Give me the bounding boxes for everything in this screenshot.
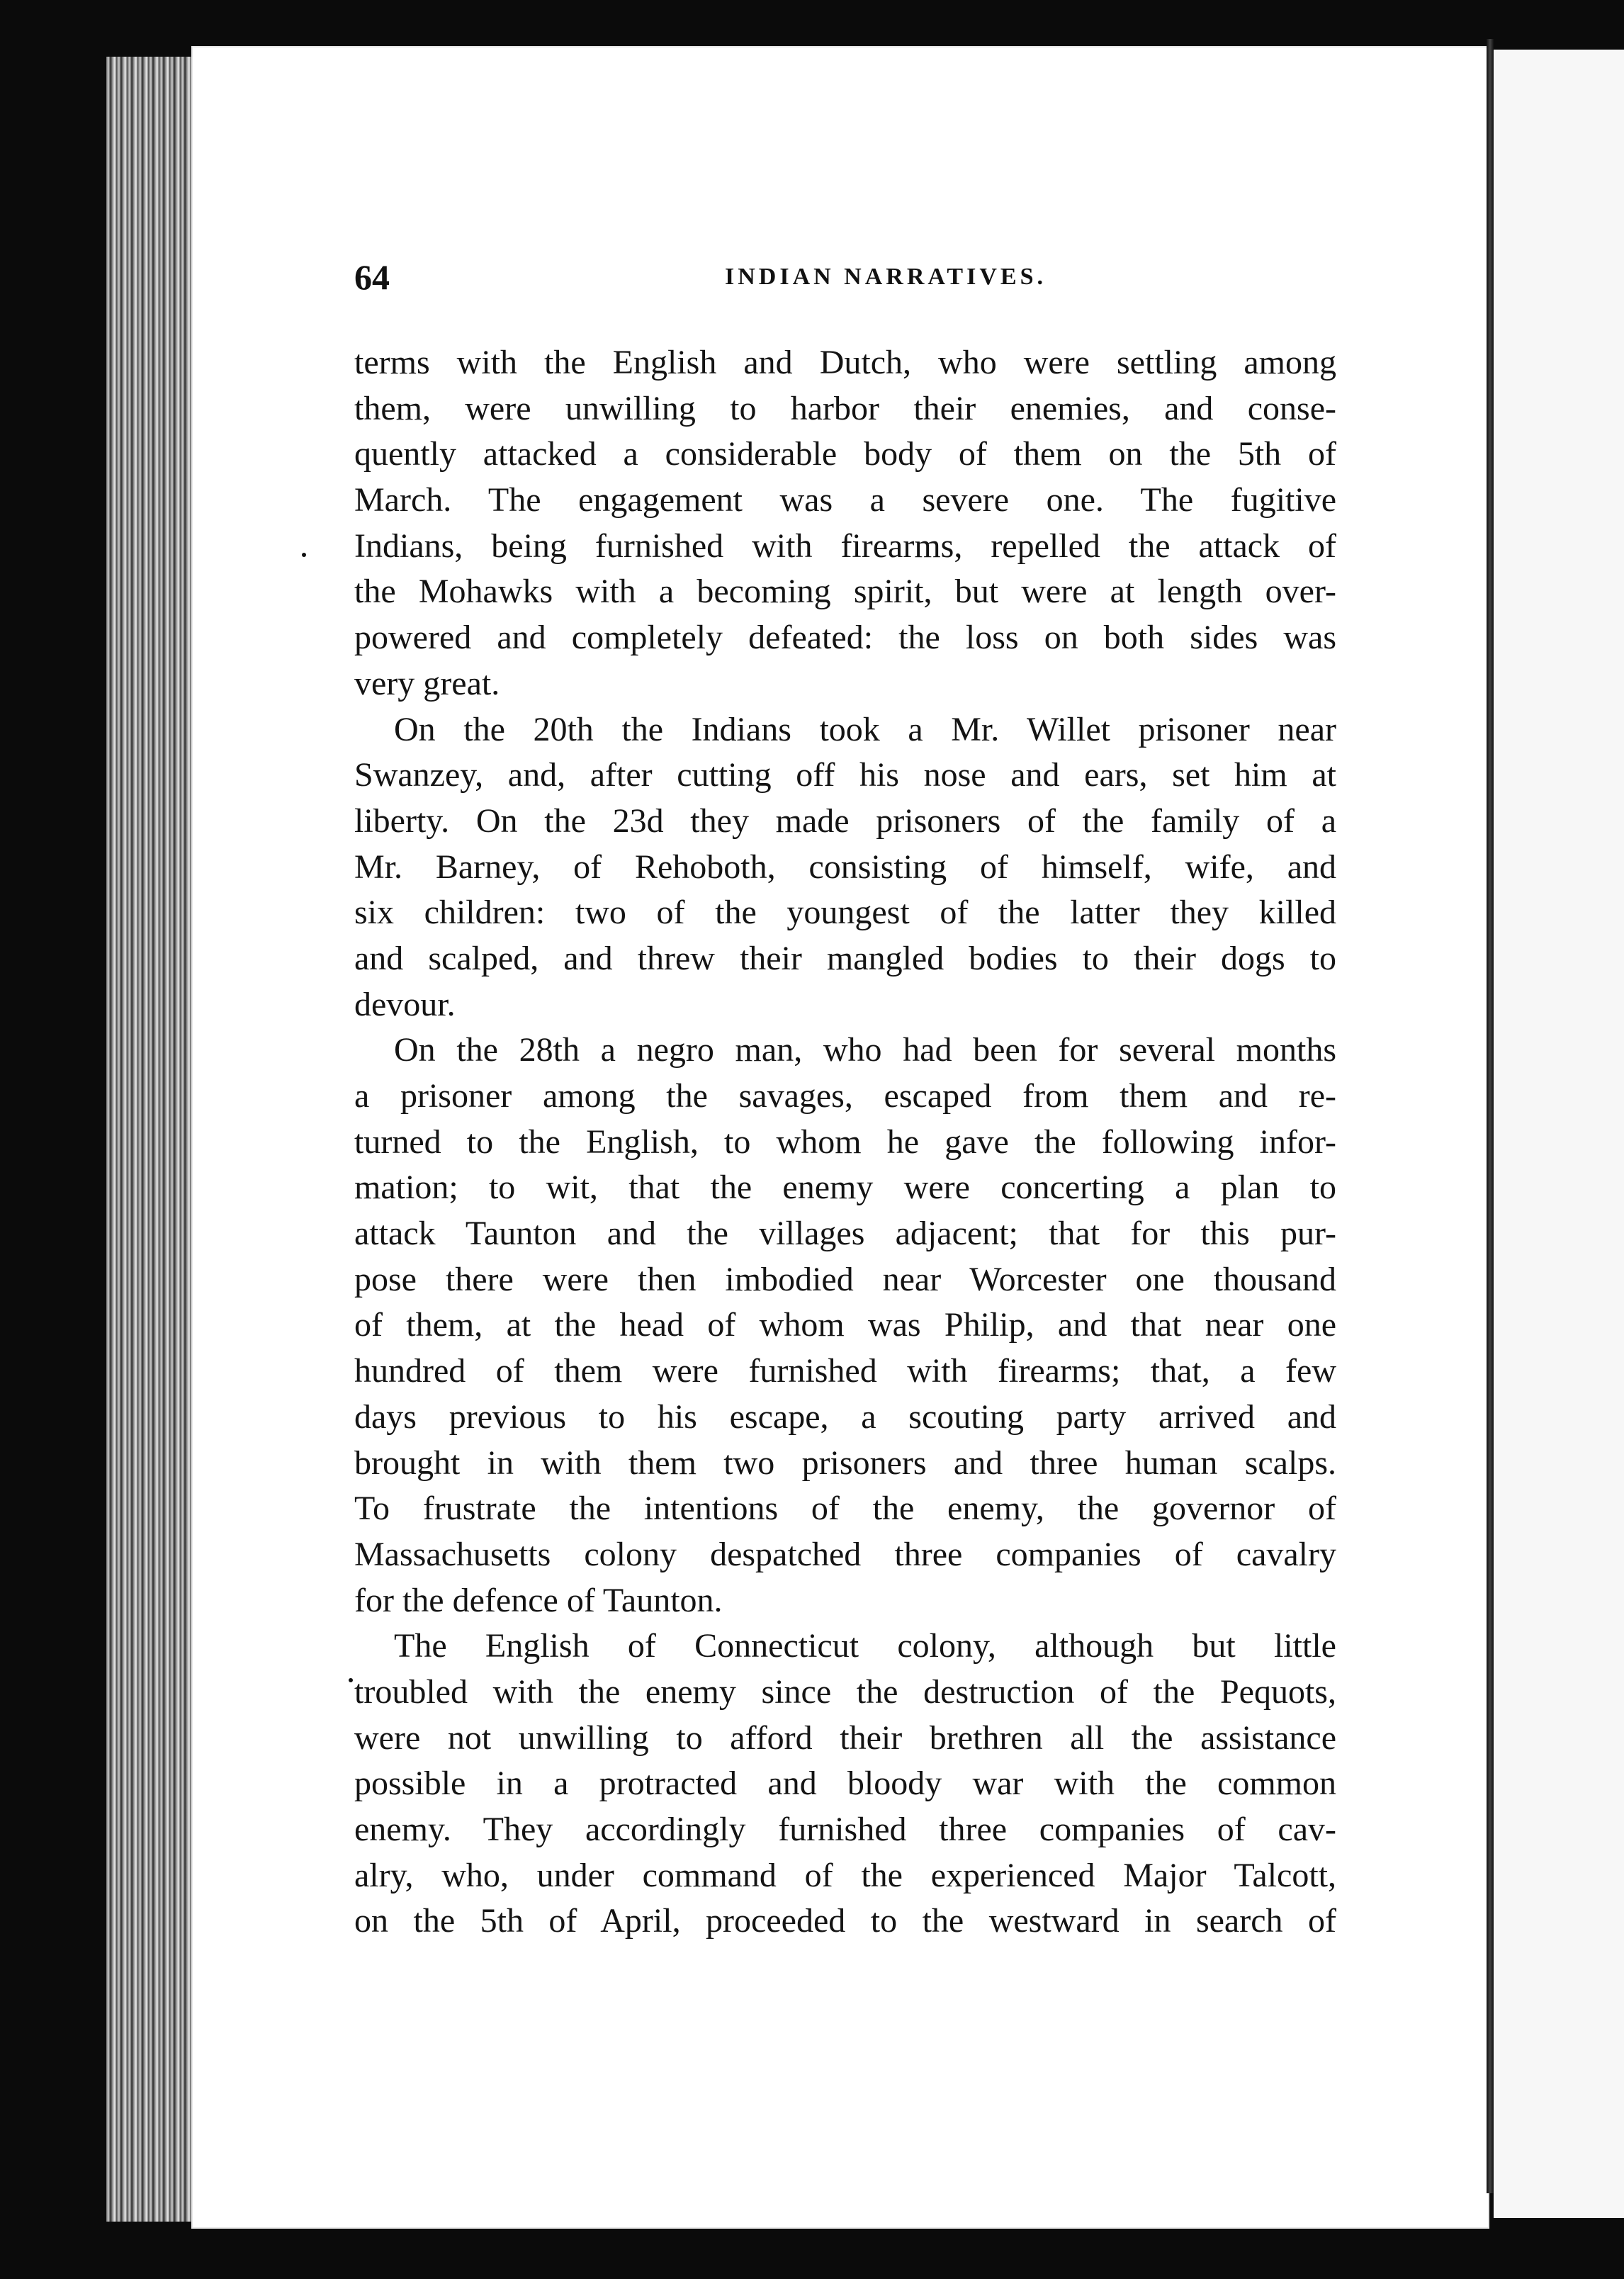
print-speck xyxy=(349,1678,353,1682)
text-line xyxy=(354,1670,1336,1716)
text-line xyxy=(354,1532,1336,1578)
text-line xyxy=(354,1349,1336,1395)
body-text xyxy=(354,340,1336,1945)
text-line xyxy=(354,1028,1336,1074)
page-number: 64 xyxy=(354,257,390,297)
text-line xyxy=(354,1716,1336,1762)
text-line xyxy=(354,1624,1336,1670)
text-line-content: To frustrate the intentions of the enemy, the governor of xyxy=(354,1490,1336,1528)
text-line-content: and scalped, and threw their mangled bodies to their dogs to xyxy=(354,939,1336,977)
text-line-content: enemy. They accordingly furnished three companies of cav- xyxy=(354,1811,1336,1848)
text-line-content: March. The engagement was a severe one. The fugitive xyxy=(354,481,1336,519)
text-line xyxy=(354,753,1336,799)
text-line-content: the Mohawks with a becoming spirit, but were at length over- xyxy=(354,573,1336,611)
running-title: INDIAN NARRATIVES. xyxy=(725,264,1047,290)
text-line-content: Swanzey, and, after cutting off his nose and ears, set him at xyxy=(354,756,1336,794)
text-line xyxy=(354,982,1336,1028)
text-line xyxy=(354,936,1336,982)
text-line xyxy=(354,1257,1336,1303)
book-gutter xyxy=(1487,39,1494,2193)
text-line-content: six children: two of the youngest of the latter they killed xyxy=(354,894,1336,932)
text-line xyxy=(354,478,1336,524)
text-line-content: attack Taunton and the villages adjacent; that for this pur- xyxy=(354,1215,1336,1253)
text-line-content: liberty. On the 23d they made prisoners of the family of a xyxy=(354,801,1336,840)
text-line-content: Mr. Barney, of Rehoboth, consisting of himself, wife, and xyxy=(354,848,1336,886)
text-line xyxy=(354,707,1336,753)
text-line xyxy=(354,432,1336,478)
text-line xyxy=(354,615,1336,661)
text-line-content: powered and completely defeated: the loss on both sides was xyxy=(354,619,1336,657)
text-line-content: possible in a protracted and bloody war with the common xyxy=(354,1765,1336,1803)
text-line xyxy=(354,1074,1336,1120)
text-line xyxy=(354,524,1336,570)
text-line-content: a prisoner among the savages, escaped from them and re- xyxy=(354,1077,1336,1115)
text-line-content: days previous to his escape, a scouting party arrived and xyxy=(354,1397,1336,1436)
text-line-content: quently attacked a considerable body of them on the 5th of xyxy=(354,435,1336,473)
text-line xyxy=(354,340,1336,386)
text-line-content: brought in with them two prisoners and three human scalps. xyxy=(354,1444,1336,1482)
text-line-content: devour. xyxy=(354,985,456,1023)
text-line xyxy=(354,1395,1336,1441)
text-line-content: them, were unwilling to harbor their enemies, and conse- xyxy=(354,389,1336,427)
text-line-content: The English of Connecticut colony, although but little xyxy=(394,1627,1336,1665)
text-line xyxy=(354,661,1336,707)
text-line xyxy=(354,1302,1336,1349)
text-line-content: On the 28th a negro man, who had been for several months xyxy=(394,1031,1336,1069)
text-line xyxy=(354,1807,1336,1853)
text-line-content: Indians, being furnished with firearms, repelled the attack of xyxy=(354,527,1336,565)
text-line xyxy=(354,799,1336,845)
text-line xyxy=(354,1486,1336,1532)
text-line-content: hundred of them were furnished with firearms; that, a few xyxy=(354,1352,1336,1390)
text-line xyxy=(354,1761,1336,1807)
text-line xyxy=(354,1853,1336,1899)
page-header xyxy=(354,257,1339,306)
text-line xyxy=(354,1211,1336,1257)
text-line-content: On the 20th the Indians took a Mr. Willet prisoner near xyxy=(394,710,1336,748)
text-line-content: Massachusetts colony despatched three companies of cavalry xyxy=(354,1535,1336,1573)
text-line-content: on the 5th of April, proceeded to the westward in search of xyxy=(354,1902,1336,1940)
text-line xyxy=(354,1578,1336,1624)
text-line-content: pose there were then imbodied near Worcester one thousand xyxy=(354,1260,1336,1298)
print-speck xyxy=(302,553,306,557)
text-line xyxy=(354,1165,1336,1211)
text-line xyxy=(354,569,1336,615)
text-line-content: troubled with the enemy since the destruction of the Pequots, xyxy=(354,1672,1336,1711)
facing-page xyxy=(1494,50,1624,2218)
text-line-content: turned to the English, to whom he gave the following infor- xyxy=(354,1122,1336,1161)
text-line xyxy=(354,845,1336,891)
text-line xyxy=(354,890,1336,936)
book-page-edges xyxy=(106,57,198,2222)
text-line-content: terms with the English and Dutch, who were settling among xyxy=(354,344,1336,381)
text-line xyxy=(354,1898,1336,1945)
text-line-content: mation; to wit, that the enemy were concerting a plan to xyxy=(354,1169,1336,1207)
text-line xyxy=(354,386,1336,432)
text-line xyxy=(354,1120,1336,1166)
text-line-content: for the defence of Taunton. xyxy=(354,1581,723,1619)
text-line xyxy=(354,1441,1336,1487)
text-line-content: alry, who, under command of the experienced Major Talcott, xyxy=(354,1856,1336,1894)
text-line-content: of them, at the head of whom was Philip, and that near one xyxy=(354,1306,1336,1344)
text-line-content: very great. xyxy=(354,664,500,702)
text-line-content: were not unwilling to afford their brethren all the assistance xyxy=(354,1718,1336,1757)
